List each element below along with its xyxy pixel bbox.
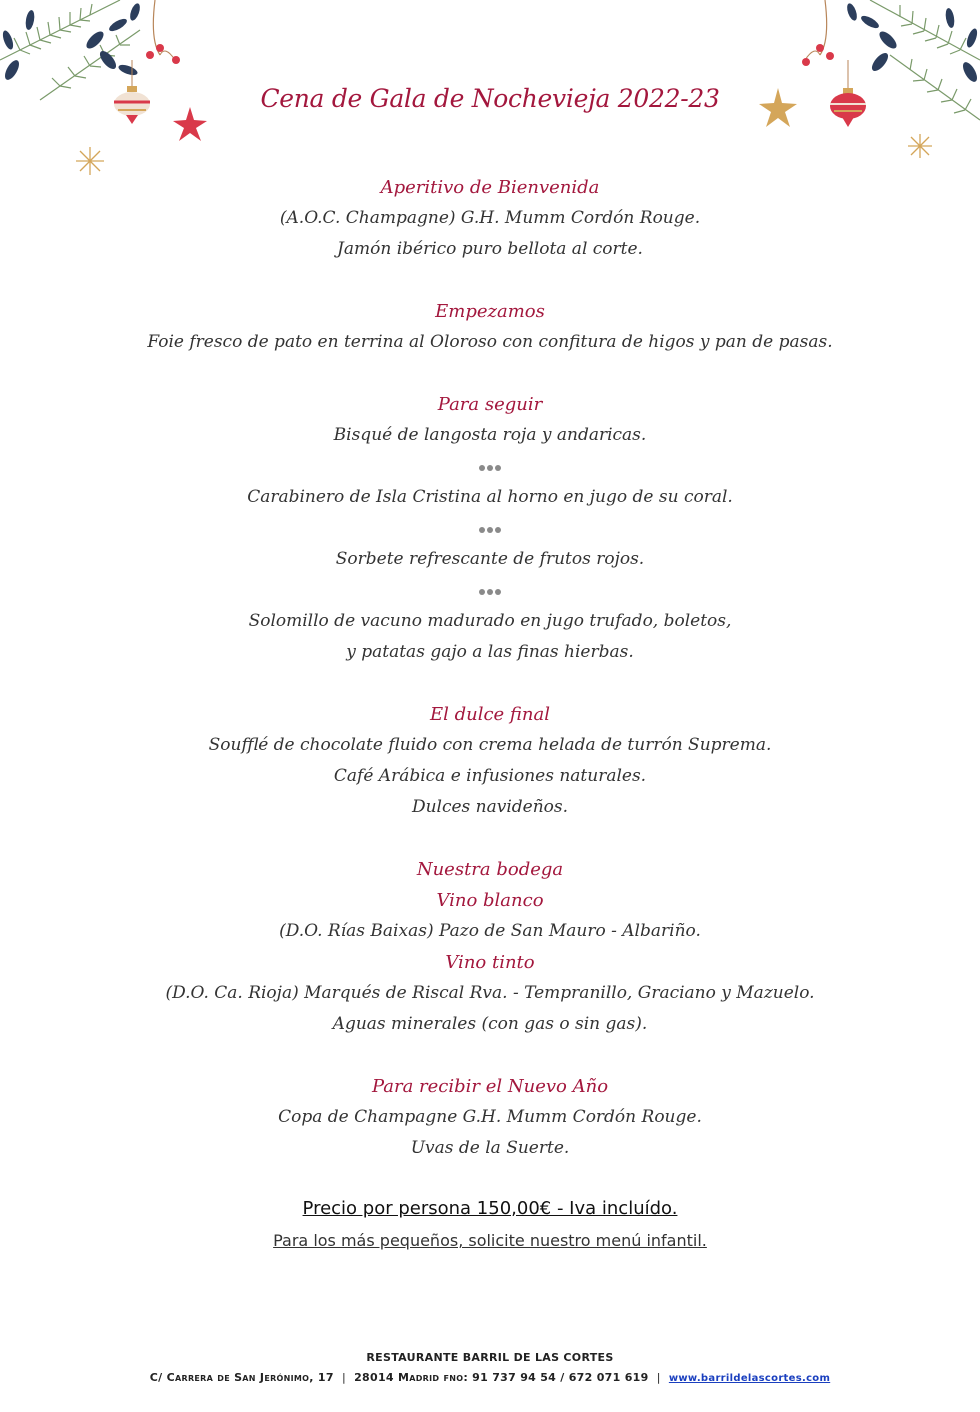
section-heading-nuevo-ano: Para recibir el Nuevo Año [371,1076,609,1097]
menu-item: Dulces navideños. [411,797,569,817]
section-heading-bodega: Nuestra bodega [416,859,564,880]
menu-title: Cena de Gala de Nochevieja 2022-23 [260,84,720,113]
section-heading-aperitivo: Aperitivo de Bienvenida [380,177,600,198]
menu-item: Solomillo de vacuno madurado en jugo trufado, boletos, [248,611,732,631]
menu-item: Jamón ibérico puro bellota al corte. [337,239,643,259]
subheading-vino-tinto: Vino tinto [445,952,535,973]
section-heading-dulce-final: El dulce final [429,704,551,725]
separator-dots-icon [0,513,980,544]
footer-contact [0,1371,980,1384]
section-heading-empezamos: Empezamos [435,301,545,322]
footer-restaurant-name: RESTAURANTE BARRIL DE LAS CORTES [366,1351,614,1364]
menu-body [0,172,980,1164]
menu-item: (D.O. Rías Baixas) Pazo de San Mauro - Albariño. [279,921,701,941]
footer-address: C/ Carrera de San Jerónimo, 17 [149,1371,334,1384]
menu-item: Copa de Champagne G.H. Mumm Cordón Rouge. [278,1107,702,1127]
menu-item: Uvas de la Suerte. [410,1138,570,1158]
menu-item: Café Arábica e infusiones naturales. [333,766,647,786]
menu-item: Soufflé de chocolate fluido con crema helada de turrón Suprema. [208,735,772,755]
menu-item: Bisqué de langosta roja y andaricas. [333,425,647,445]
subheading-vino-blanco: Vino blanco [436,890,544,911]
menu-item: Aguas minerales (con gas o sin gas). [332,1014,648,1034]
menu-item: y patatas gajo a las finas hierbas. [346,642,634,662]
footer-separator: | [341,1371,346,1384]
menu-item: (D.O. Ca. Rioja) Marqués de Riscal Rva. - Tempranillo, Graciano y Mazuelo. [165,983,815,1003]
website-link[interactable]: www.barrildelascortes.com [668,1373,831,1384]
separator-dots-icon [0,451,980,482]
menu-item: (A.O.C. Champagne) G.H. Mumm Cordón Rouge. [279,208,701,228]
kids-menu-note: Para los más pequeños, solicite nuestro menú infantil. [273,1231,707,1250]
section-heading-para-seguir: Para seguir [437,394,543,415]
separator-dots-icon [0,575,980,606]
footer-separator: | [656,1371,661,1384]
menu-item: Carabinero de Isla Cristina al horno en jugo de su coral. [247,487,733,507]
footer-city-phone: 28014 Madrid fno: 91 737 94 54 / 672 071 619 [354,1371,649,1384]
menu-item: Sorbete refrescante de frutos rojos. [335,549,645,569]
menu-item: Foie fresco de pato en terrina al Oloroso con confitura de higos y pan de pasas. [147,332,833,352]
price-line: Precio por persona 150,00€ - Iva incluído. [302,1198,678,1219]
